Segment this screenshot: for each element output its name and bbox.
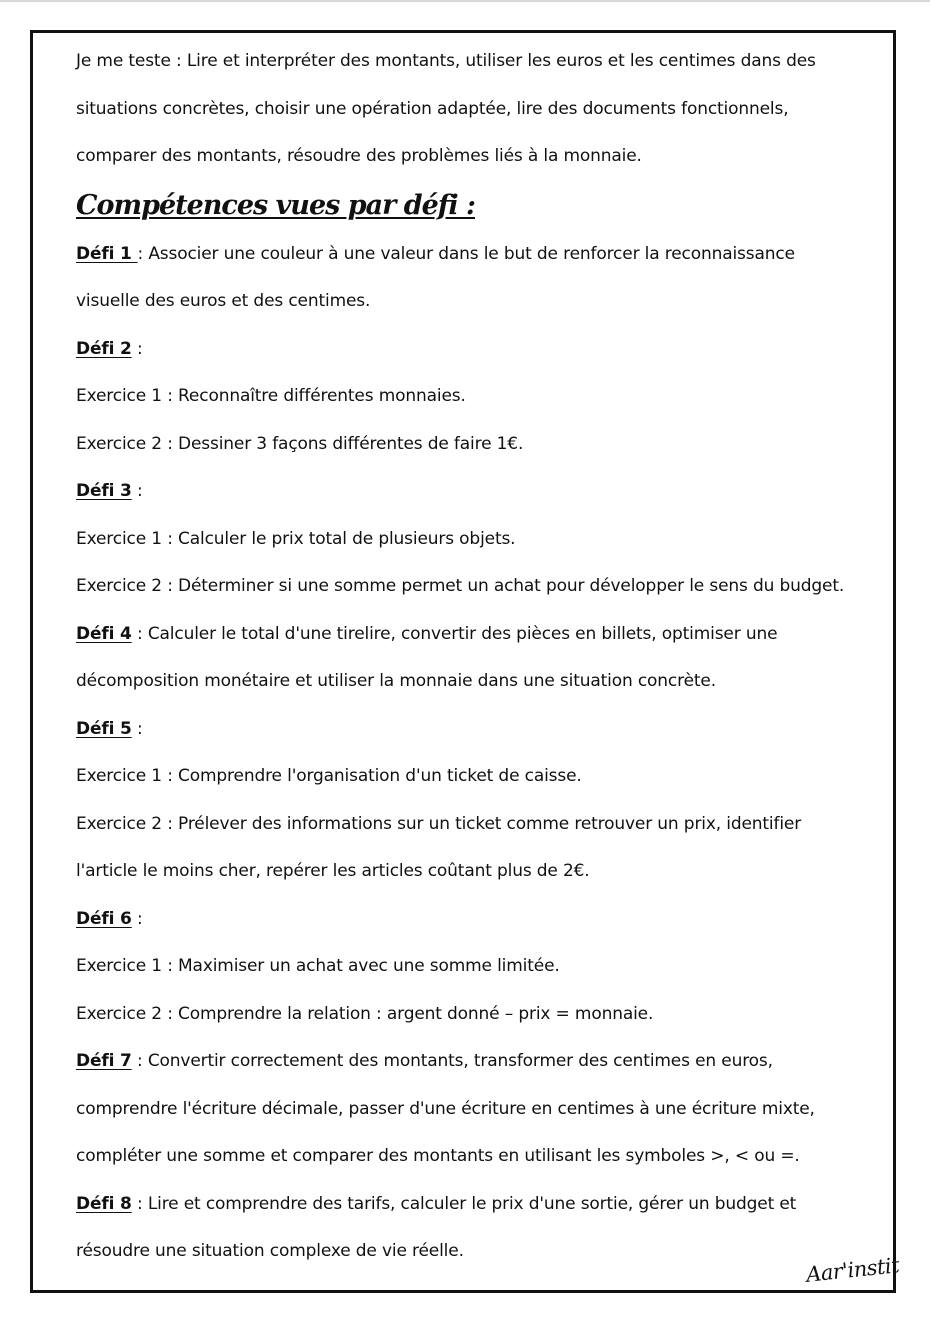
defi-5-label: Défi 5 xyxy=(76,718,132,739)
defi-2-exercise-1: Exercice 1 : Reconnaître différentes monnaies. xyxy=(76,386,466,406)
defi-5-exercise-1: Exercice 1 : Comprendre l'organisation d'un ticket de caisse. xyxy=(76,766,582,786)
defi-separator: : xyxy=(131,338,143,359)
defi-4-text: Calculer le total d'une tirelire, convertir des pièces en billets, optimiser une xyxy=(147,623,778,644)
defi-3-exercise-2: Exercice 2 : Déterminer si une somme permet un achat pour développer le sens du budget. xyxy=(76,576,845,596)
defi-7-continuation: comprendre l'écriture décimale, passer d'une écriture en centimes à une écriture mixte, xyxy=(76,1098,815,1119)
defi-7-continuation: compléter une somme et comparer des montants en utilisant les symboles >, < ou =. xyxy=(76,1146,800,1166)
defi-2-line xyxy=(76,326,876,374)
defi-8-text: Lire et comprendre des tarifs, calculer le prix d'une sortie, gérer un budget et xyxy=(147,1193,797,1214)
defi-separator: : xyxy=(131,623,148,644)
intro-line: Je me teste : Lire et interpréter des montants, utiliser les euros et les centimes dans des xyxy=(76,51,816,71)
defi-8-label: Défi 8 xyxy=(76,1193,132,1214)
defi-4-line xyxy=(76,611,876,659)
defi-4-label: Défi 4 xyxy=(76,623,132,644)
intro-line: situations concrètes, choisir une opération adaptée, lire des documents fonctionnels, xyxy=(76,98,789,119)
defi-1-continuation: visuelle des euros et des centimes. xyxy=(76,291,371,311)
defi-4-continuation: décomposition monétaire et utiliser la monnaie dans une situation concrète. xyxy=(76,671,716,691)
defi-1-text: Associer une couleur à une valeur dans le but de renforcer la reconnaissance xyxy=(148,243,795,264)
defi-separator: : xyxy=(131,481,143,501)
defi-3-line xyxy=(76,468,876,516)
defi-5-line xyxy=(76,706,876,754)
intro-line: comparer des montants, résoudre des problèmes liés à la monnaie. xyxy=(76,146,642,166)
defi-separator: : xyxy=(137,243,149,264)
defi-7-label: Défi 7 xyxy=(76,1051,132,1071)
defi-3-label: Défi 3 xyxy=(76,481,132,501)
defi-separator: : xyxy=(131,1193,148,1214)
defi-5-exercise-2-continuation: l'article le moins cher, repérer les articles coûtant plus de 2€. xyxy=(76,861,590,881)
defi-1-line xyxy=(76,231,876,279)
page-top-edge xyxy=(0,0,930,2)
defi-6-exercise-2: Exercice 2 : Comprendre la relation : argent donné – prix = monnaie. xyxy=(76,1003,654,1024)
defi-separator: : xyxy=(131,1051,148,1071)
defi-3-exercise-1: Exercice 1 : Calculer le prix total de plusieurs objets. xyxy=(76,528,516,549)
defi-5-exercise-2: Exercice 2 : Prélever des informations sur un ticket comme retrouver un prix, identifier xyxy=(76,813,802,834)
defi-separator: : xyxy=(131,718,143,739)
defi-2-exercise-2: Exercice 2 : Dessiner 3 façons différentes de faire 1€. xyxy=(76,433,524,454)
defi-6-line xyxy=(76,896,876,944)
defi-7-text: Convertir correctement des montants, transformer des centimes en euros, xyxy=(147,1051,773,1071)
defi-1-label: Défi 1 xyxy=(76,243,138,264)
defi-6-exercise-1: Exercice 1 : Maximiser un achat avec une somme limitée. xyxy=(76,956,560,976)
defi-separator: : xyxy=(131,908,143,929)
defi-8-continuation: résoudre une situation complexe de vie réelle. xyxy=(76,1241,464,1261)
intro-paragraph xyxy=(76,38,876,181)
document-content xyxy=(76,38,876,1276)
author-signature: Aar'instit xyxy=(805,1253,901,1287)
defi-7-line xyxy=(76,1038,876,1086)
section-heading: Compétences vues par défi : xyxy=(76,189,476,221)
defi-8-line xyxy=(76,1181,876,1229)
defi-2-label: Défi 2 xyxy=(76,338,132,359)
defi-6-label: Défi 6 xyxy=(76,908,132,929)
